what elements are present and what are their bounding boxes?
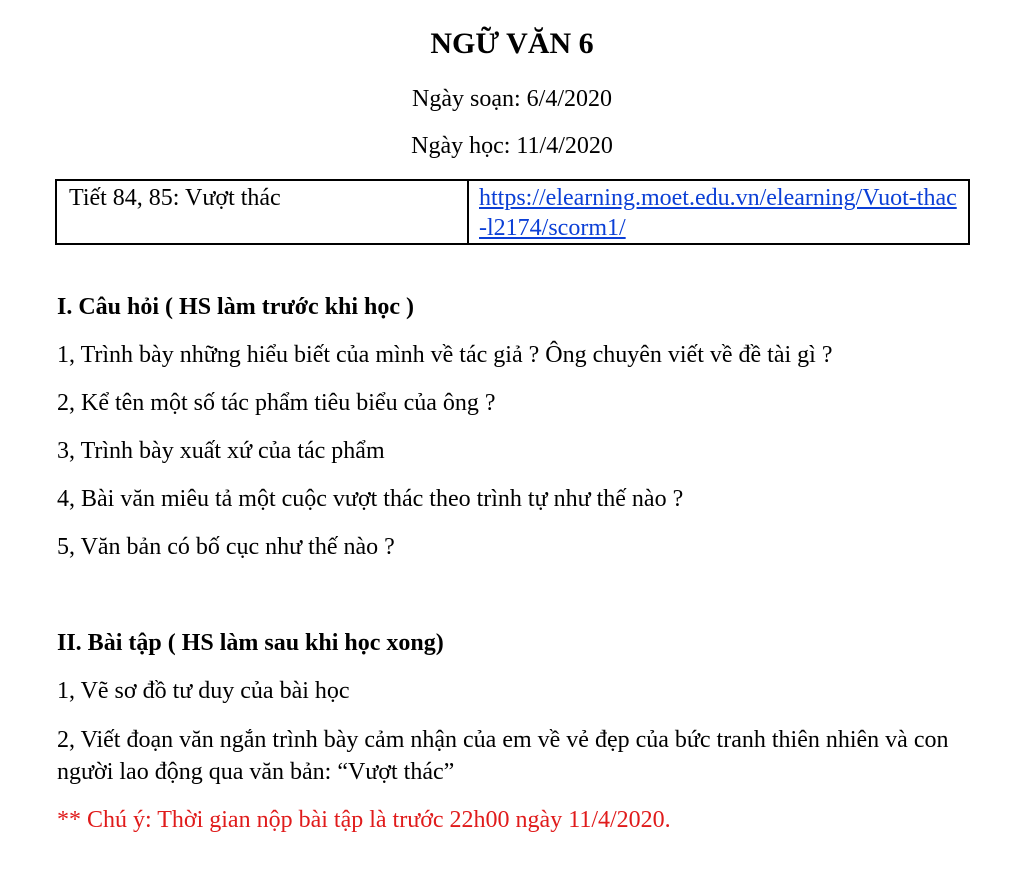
deadline-note: ** Chú ý: Thời gian nộp bài tập là trước 22h00 ngày 11/4/2020. bbox=[57, 807, 671, 833]
lesson-table bbox=[55, 179, 970, 245]
lesson-label-cell bbox=[56, 180, 468, 244]
question-item: 2, Kể tên một số tác phẩm tiêu biểu của ông ? bbox=[57, 390, 496, 416]
question-item: 3, Trình bày xuất xứ của tác phẩm bbox=[57, 438, 385, 464]
exercise-item: 1, Vẽ sơ đồ tư duy của bài học bbox=[57, 678, 350, 704]
lesson-label: Tiết 84, 85: Vượt thác bbox=[69, 185, 281, 211]
lesson-link-cell bbox=[468, 180, 969, 244]
lesson-table-row bbox=[56, 180, 969, 244]
lesson-link[interactable]: https://elearning.moet.edu.vn/elearning/Vuot-thac-l2174/scorm1/ bbox=[479, 185, 957, 241]
exercises-heading: II. Bài tập ( HS làm sau khi học xong) bbox=[57, 630, 444, 656]
page-title: NGỮ VĂN 6 bbox=[430, 27, 594, 60]
date-taught: Ngày học: 11/4/2020 bbox=[411, 133, 613, 159]
question-item: 1, Trình bày những hiểu biết của mình về tác giả ? Ông chuyên viết về đề tài gì ? bbox=[57, 342, 833, 368]
questions-heading: I. Câu hỏi ( HS làm trước khi học ) bbox=[57, 294, 415, 320]
question-item: 5, Văn bản có bố cục như thế nào ? bbox=[57, 534, 395, 560]
date-prepared: Ngày soạn: 6/4/2020 bbox=[412, 86, 612, 112]
exercise-item: 2, Viết đoạn văn ngắn trình bày cảm nhận của em về vẻ đẹp của bức tranh thiên nhiên và con người lao động qua văn bản: “Vượt thác” bbox=[57, 727, 949, 786]
question-item: 4, Bài văn miêu tả một cuộc vượt thác theo trình tự như thế nào ? bbox=[57, 486, 684, 512]
